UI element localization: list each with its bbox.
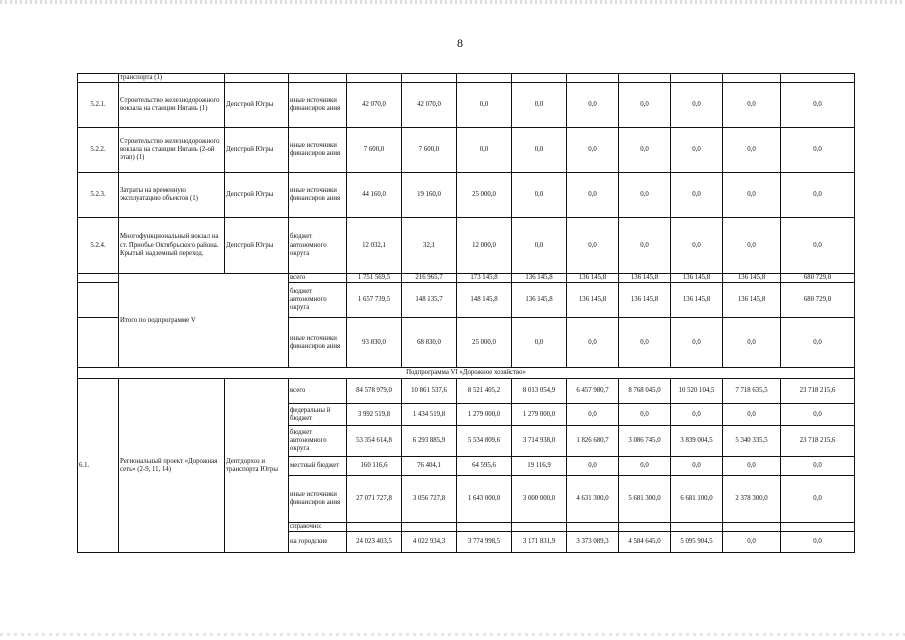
amount-cell: 680 729,0: [781, 274, 855, 283]
item-number: 5.2.4.: [78, 218, 119, 274]
executor: Депстрой Югры: [225, 173, 289, 218]
item-name: транспорта (1): [119, 74, 225, 83]
amount-cell: 173 145,8: [457, 274, 512, 283]
amount-cell: 4 584 645,0: [619, 532, 671, 553]
amount-cell: 1 751 569,5: [347, 274, 402, 283]
amount-cell: 64 595,6: [457, 457, 512, 476]
funding-source: иные источники финансиров ания: [289, 128, 347, 173]
amount-cell: 1 643 000,0: [457, 476, 512, 523]
amount-cell: 6 681 100,0: [671, 476, 723, 523]
amount-cell: 25 000,0: [457, 173, 512, 218]
amount-cell: 160 116,6: [347, 457, 402, 476]
amount-cell: 0,0: [671, 457, 723, 476]
page-number: 8: [457, 36, 463, 50]
amount-cell: 136 145,8: [567, 283, 619, 318]
amount-cell: 148 135,7: [402, 283, 457, 318]
funding-source: местный бюджет: [289, 457, 347, 476]
amount-cell: 3 000 000,0: [512, 476, 567, 523]
amount-cell: 0,0: [671, 404, 723, 426]
funding-source: справочно:: [289, 523, 347, 532]
amount-cell: 136 145,8: [723, 283, 781, 318]
amount-cell: 23 718 215,6: [781, 426, 855, 457]
item-name: Региональный проект «Дорожная сеть» (2-9, 11, 14): [119, 379, 225, 553]
item-number: 6.1.: [78, 379, 119, 553]
amount-cell: 0,0: [723, 218, 781, 274]
amount-cell: 3 086 745,0: [619, 426, 671, 457]
amount-cell: 5 340 335,5: [723, 426, 781, 457]
amount-cell: 2 378 300,0: [723, 476, 781, 523]
executor: Депстрой Югры: [225, 218, 289, 274]
amount-cell: 53 354 614,8: [347, 426, 402, 457]
amount-cell: 136 145,8: [671, 283, 723, 318]
amount-cell: 0,0: [781, 173, 855, 218]
amount-cell: 0,0: [567, 404, 619, 426]
amount-cell: [457, 74, 512, 83]
amount-cell: 0,0: [567, 128, 619, 173]
table-row: [78, 274, 855, 283]
amount-cell: 3 056 727,8: [402, 476, 457, 523]
amount-cell: 12 000,0: [457, 218, 512, 274]
amount-cell: 3 992 519,8: [347, 404, 402, 426]
amount-cell: 0,0: [619, 404, 671, 426]
amount-cell: 1 826 680,7: [567, 426, 619, 457]
funding-source: всего: [289, 274, 347, 283]
amount-cell: 0,0: [781, 128, 855, 173]
amount-cell: 4 631 300,0: [567, 476, 619, 523]
amount-cell: 0,0: [723, 128, 781, 173]
funding-source: бюджет автономного округа: [289, 426, 347, 457]
amount-cell: 3 839 004,5: [671, 426, 723, 457]
amount-cell: 25 000,0: [457, 318, 512, 368]
amount-cell: 0,0: [671, 83, 723, 128]
item-name: Многофункциональный вокзал на ст. Приобье Октябрьского района. Крытый надземный переход.: [119, 218, 225, 274]
table-body: [78, 74, 855, 553]
amount-cell: 12 032,1: [347, 218, 402, 274]
amount-cell: [512, 523, 567, 532]
amount-cell: 0,0: [567, 218, 619, 274]
table-row: [78, 74, 855, 83]
amount-cell: 0,0: [512, 173, 567, 218]
amount-cell: 44 160,0: [347, 173, 402, 218]
amount-cell: 136 145,8: [512, 283, 567, 318]
funding-source: на городские: [289, 532, 347, 553]
executor: Дептдорхоз и транспорта Югры: [225, 379, 289, 553]
amount-cell: [781, 523, 855, 532]
amount-cell: 0,0: [781, 476, 855, 523]
amount-cell: 6 293 885,9: [402, 426, 457, 457]
table-row: [78, 379, 855, 404]
executor: Депстрой Югры: [225, 128, 289, 173]
amount-cell: [512, 74, 567, 83]
amount-cell: 0,0: [781, 404, 855, 426]
amount-cell: 0,0: [723, 532, 781, 553]
amount-cell: 0,0: [567, 318, 619, 368]
amount-cell: 0,0: [619, 128, 671, 173]
funding-source: [289, 74, 347, 83]
amount-cell: [671, 523, 723, 532]
amount-cell: 19 116,9: [512, 457, 567, 476]
amount-cell: 0,0: [457, 83, 512, 128]
amount-cell: 0,0: [567, 83, 619, 128]
amount-cell: 8 521 405,2: [457, 379, 512, 404]
funding-source: всего: [289, 379, 347, 404]
amount-cell: 136 145,8: [723, 274, 781, 283]
amount-cell: 0,0: [781, 83, 855, 128]
amount-cell: [619, 74, 671, 83]
amount-cell: 136 145,8: [567, 274, 619, 283]
amount-cell: 19 160,0: [402, 173, 457, 218]
amount-cell: 10 861 537,6: [402, 379, 457, 404]
amount-cell: 5 681 300,0: [619, 476, 671, 523]
amount-cell: 23 718 215,6: [781, 379, 855, 404]
amount-cell: 0,0: [723, 83, 781, 128]
funding-source: иные источники финансиров ания: [289, 476, 347, 523]
amount-cell: 68 830,0: [402, 318, 457, 368]
section-header: Подпрограмма VI «Дорожное хозяйство»: [78, 368, 855, 379]
empty-cell: [78, 283, 119, 318]
amount-cell: 7 600,0: [402, 128, 457, 173]
amount-cell: [671, 74, 723, 83]
amount-cell: 0,0: [619, 83, 671, 128]
funding-source: иные источники финансиров ания: [289, 318, 347, 368]
amount-cell: 0,0: [671, 218, 723, 274]
amount-cell: 0,0: [512, 218, 567, 274]
executor: [225, 74, 289, 83]
amount-cell: 32,1: [402, 218, 457, 274]
item-number: [78, 74, 119, 83]
amount-cell: [402, 74, 457, 83]
amount-cell: 0,0: [512, 318, 567, 368]
funding-source: иные источники финансиров ания: [289, 173, 347, 218]
amount-cell: 76 404,1: [402, 457, 457, 476]
amount-cell: 3 373 089,3: [567, 532, 619, 553]
funding-source: бюджет автономного округа: [289, 218, 347, 274]
amount-cell: 0,0: [723, 404, 781, 426]
amount-cell: 0,0: [781, 318, 855, 368]
amount-cell: 216 965,7: [402, 274, 457, 283]
amount-cell: 0,0: [512, 83, 567, 128]
amount-cell: 0,0: [567, 457, 619, 476]
item-name: Затраты на временную эксплуатацию объектов (1): [119, 173, 225, 218]
amount-cell: 8 768 045,0: [619, 379, 671, 404]
amount-cell: 7 600,0: [347, 128, 402, 173]
amount-cell: 0,0: [512, 128, 567, 173]
empty-cell: [78, 318, 119, 368]
empty-cell: [78, 274, 119, 283]
funding-source: иные источники финансиров ания: [289, 83, 347, 128]
amount-cell: 1 279 000,0: [457, 404, 512, 426]
amount-cell: 136 145,8: [619, 283, 671, 318]
amount-cell: [402, 523, 457, 532]
amount-cell: 5 534 809,6: [457, 426, 512, 457]
amount-cell: [619, 523, 671, 532]
amount-cell: 0,0: [619, 218, 671, 274]
amount-cell: 24 023 403,5: [347, 532, 402, 553]
amount-cell: 0,0: [781, 218, 855, 274]
amount-cell: [567, 74, 619, 83]
amount-cell: 42 070,0: [402, 83, 457, 128]
table-row: [78, 128, 855, 173]
amount-cell: 1 434 519,8: [402, 404, 457, 426]
amount-cell: 0,0: [723, 173, 781, 218]
item-name: Строительство железнодорожного вокзала на станции Нягань (2-ой этап) (1): [119, 128, 225, 173]
amount-cell: [347, 523, 402, 532]
amount-cell: 3 714 938,0: [512, 426, 567, 457]
amount-cell: 0,0: [781, 532, 855, 553]
amount-cell: 0,0: [671, 318, 723, 368]
amount-cell: 27 071 727,8: [347, 476, 402, 523]
amount-cell: 3 774 998,5: [457, 532, 512, 553]
amount-cell: 0,0: [619, 457, 671, 476]
amount-cell: 0,0: [781, 457, 855, 476]
amount-cell: 680 729,0: [781, 283, 855, 318]
funding-source: федеральны й бюджет: [289, 404, 347, 426]
amount-cell: 136 145,8: [619, 274, 671, 283]
item-number: 5.2.3.: [78, 173, 119, 218]
funding-source: бюджет автономного округа: [289, 283, 347, 318]
amount-cell: 8 013 054,9: [512, 379, 567, 404]
amount-cell: 3 171 831,9: [512, 532, 567, 553]
budget-table: [77, 73, 855, 553]
amount-cell: 0,0: [619, 173, 671, 218]
amount-cell: 84 578 979,0: [347, 379, 402, 404]
amount-cell: 93 830,0: [347, 318, 402, 368]
amount-cell: 0,0: [671, 173, 723, 218]
item-name: Строительство железнодорожного вокзала на станции Нягань (1): [119, 83, 225, 128]
amount-cell: [347, 74, 402, 83]
table-row: [78, 218, 855, 274]
amount-cell: 148 145,8: [457, 283, 512, 318]
table-row: [78, 83, 855, 128]
table-row: [78, 173, 855, 218]
scan-edge-bottom: [0, 633, 905, 636]
scan-edge-top: [0, 0, 905, 4]
amount-cell: 1 279 000,0: [512, 404, 567, 426]
subtotal-label: Итого по подпрограмме V: [119, 274, 289, 368]
table-row: [78, 368, 855, 379]
amount-cell: [567, 523, 619, 532]
amount-cell: 0,0: [671, 128, 723, 173]
amount-cell: [723, 523, 781, 532]
amount-cell: 42 070,0: [347, 83, 402, 128]
amount-cell: [781, 74, 855, 83]
amount-cell: 0,0: [457, 128, 512, 173]
amount-cell: [457, 523, 512, 532]
amount-cell: 0,0: [723, 457, 781, 476]
amount-cell: 0,0: [619, 318, 671, 368]
amount-cell: 0,0: [723, 318, 781, 368]
item-number: 5.2.1.: [78, 83, 119, 128]
amount-cell: 136 145,8: [512, 274, 567, 283]
amount-cell: 0,0: [567, 173, 619, 218]
amount-cell: [723, 74, 781, 83]
executor: Депстрой Югры: [225, 83, 289, 128]
amount-cell: 5 095 904,5: [671, 532, 723, 553]
amount-cell: 7 718 635,5: [723, 379, 781, 404]
amount-cell: 136 145,8: [671, 274, 723, 283]
amount-cell: 6 457 980,7: [567, 379, 619, 404]
amount-cell: 4 022 934,3: [402, 532, 457, 553]
amount-cell: 1 657 739,5: [347, 283, 402, 318]
item-number: 5.2.2.: [78, 128, 119, 173]
amount-cell: 10 520 104,5: [671, 379, 723, 404]
